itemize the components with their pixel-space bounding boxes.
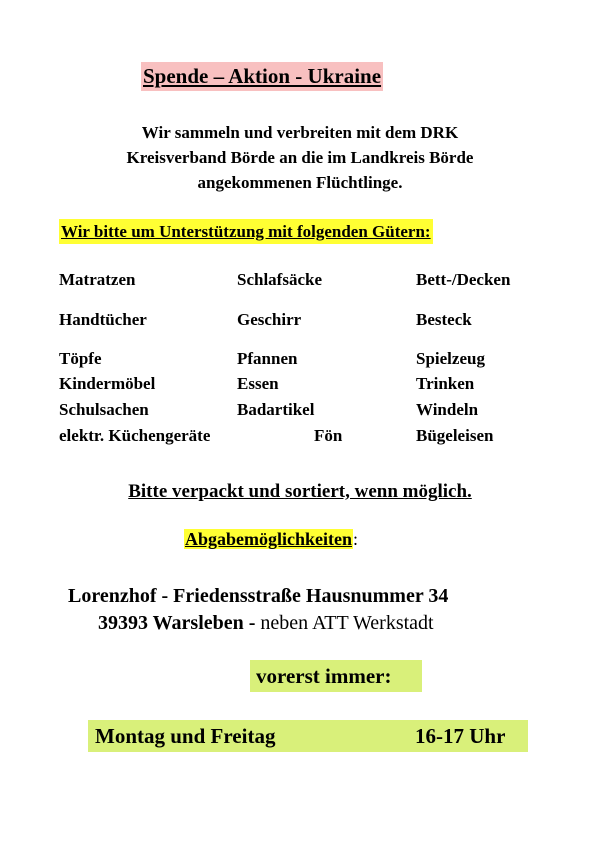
address-postal-city: 39393 Warsleben - — [98, 612, 256, 634]
goods-item: elektr. Küchengeräte — [59, 426, 211, 445]
goods-item: Essen — [237, 374, 279, 393]
goods-item: Trinken — [416, 374, 475, 393]
address-line-1: Lorenzhof - Friedensstraße Hausnummer 34 — [68, 585, 449, 607]
packing-note-text: Bitte verpackt und sortiert, wenn möglich. — [128, 481, 472, 502]
goods-item: Geschirr — [237, 310, 302, 329]
address-line-2 — [98, 609, 434, 637]
goods-item: Kindermöbel — [59, 374, 156, 393]
goods-item: Bett-/Decken — [416, 270, 511, 289]
schedule-time: 16-17 Uhr — [415, 724, 506, 748]
goods-item: Matratzen — [59, 270, 136, 289]
goods-item: Schlafsäcke — [237, 270, 322, 289]
dropoff-label: Abgabemöglichkeiten — [185, 529, 353, 549]
goods-item: Spielzeug — [416, 349, 485, 368]
dropoff-colon: : — [353, 529, 359, 549]
intro-text — [40, 120, 560, 195]
goods-item: Töpfe — [59, 349, 102, 368]
intro-line: Kreisverband Börde an die im Landkreis Börde — [126, 148, 474, 167]
goods-item: Pfannen — [237, 349, 298, 368]
address-landmark: neben ATT Werkstadt — [255, 612, 434, 634]
goods-item: Besteck — [416, 310, 472, 329]
goods-item: Windeln — [416, 400, 479, 419]
intro-line: Wir sammeln und verbreiten mit dem DRK — [141, 123, 459, 142]
schedule-bar — [88, 720, 528, 752]
goods-item: Handtücher — [59, 310, 147, 329]
schedule-days: Montag und Freitag — [95, 724, 276, 748]
flyer-title: Spende – Aktion - Ukraine — [141, 62, 383, 91]
goods-item: Badartikel — [237, 400, 315, 419]
goods-item: Schulsachen — [59, 400, 149, 419]
packing-note — [0, 479, 600, 505]
goods-item: Bügeleisen — [416, 426, 494, 445]
until-label: vorerst immer: — [250, 660, 422, 692]
dropoff-heading — [184, 526, 358, 552]
goods-item: Fön — [314, 426, 343, 445]
request-heading: Wir bitte um Unterstützung mit folgenden Gütern: — [59, 219, 433, 244]
intro-line: angekommenen Flüchtlinge. — [197, 173, 403, 192]
